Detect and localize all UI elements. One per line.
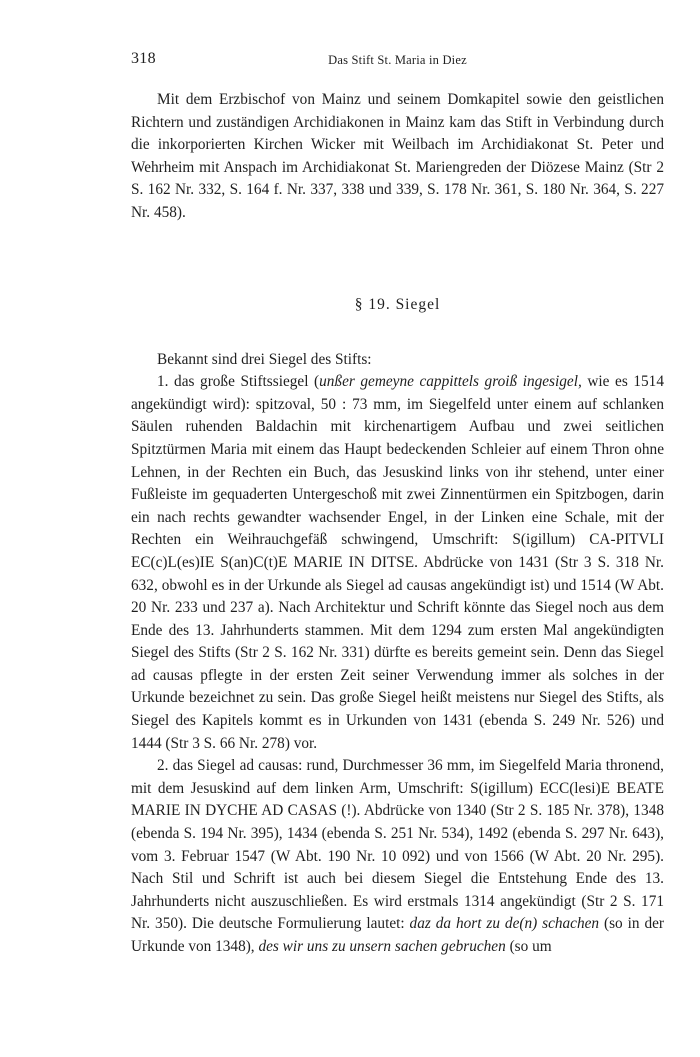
paragraph [131,371,664,755]
text-run: (so um [505,938,552,955]
italic-quote: des wir uns zu unsern sachen gebruchen [258,938,506,955]
paragraph [131,755,664,958]
text-run: wie es 1514 angekündigt wird): spitzoval, 50 : 73 mm, im Siegelfeld unter einem auf schlanken Säulen ruhenden Baldachin mit kirchenartigem Aufbau und zwei seitlichen Spitztürmen Maria mit einem das Haupt bedeckenden Schleier auf einem Thron ohne Lehnen, in der Rechten ein Buch, das Jesuskind links von ihr stehend, unter einer Fußleiste im gequaderten Untergeschoß mit zwei Zinnentürmen ein Spitzbogen, darin ein nach rechts gewandter wachsender Engel, in der Linken eine Schale, mit der Rechten ein Weihrauchgefäß schwingend, Umschrift: S(igillum) CA-PITVLI EC(c)L(es)IE S(an)C(t)E MARIE IN DITSE. Abdrücke von 1431 (Str 3 S. 318 Nr. 632, obwohl es in der Urkunde als Siegel ad causas angekündigt ist) und 1514 (W Abt. 20 Nr. 233 und 237 a). Nach Architektur und Schrift könnte das Siegel noch aus dem Ende des 13. Jahrhunderts stammen. Mit dem 1294 zum ersten Mal angekündigten Siegel des Stifts (Str 2 S. 162 Nr. 331) dürfte es bereits gemeint sein. Denn das Siegel ad causas pflegte in der ersten Zeit seiner Verwendung immer als solches in der Urkunde bezeichnet zu sein. Das große Siegel heißt meistens nur Siegel des Stifts, als Siegel des Kapitels kommt es in Urkunden von 1431 (ebenda S. 249 Nr. 526) und 1444 (Str 3 S. 66 Nr. 278) vor. [131,373,664,752]
text-run: Bekannt sind drei Siegel des Stifts: [157,350,372,368]
text-run: Mit dem Erzbischof von Mainz und seinem Domkapitel sowie den geistlichen Richtern und zuständigen Archidiakonen in Mainz kam das Stift in Verbindung durch die inkorporierten Kirchen Wicker mit Weilbach im Archidiakonat St. Peter und Wehrheim mit Anspach im Archidiakonat St. Mariengreden der Diözese Mainz (Str 2 S. 162 Nr. 332, S. 164 f. Nr. 337, 338 und 339, S. 178 Nr. 361, S. 180 Nr. 364, S. 227 Nr. 458). [131,91,664,221]
running-title: Das Stift St. Maria in Diez [328,53,467,67]
text-run: 2. das Siegel ad causas: rund, Durchmesser 36 mm, im Siegelfeld Maria thronend, mit dem Jesuskind auf dem linken Arm, Umschrift: S(igillum) ECC(lesi)E BEATE MARIE IN DYCHE AD CASAS (!). Abdrücke von 1340 (Str 2 S. 185 Nr. 378), 1348 (ebenda S. 194 Nr. 395), 1434 (ebenda S. 251 Nr. 534), 1492 (ebenda S. 297 Nr. 643), vom 3. Februar 1547 (W Abt. 190 Nr. 10 092) und von 1566 (W Abt. 20 Nr. 295). Nach Stil und Schrift ist auch bei diesem Siegel die Entstehung Ende des 13. Jahrhunderts nicht auszuschließen. Es wird erstmals 1314 angekündigt (Str 2 S. 171 Nr. 350). Die deutsche Formulierung lautet: [131,757,664,933]
text-run: (so in der Urkunde von 1348), [131,915,664,955]
section-heading: § 19. Siegel [354,295,441,313]
paragraph [131,89,664,225]
section-body [131,349,664,959]
paragraph [131,349,664,372]
running-header [131,50,664,70]
page-body [131,89,664,959]
italic-quote: daz da hort zu de(n) schachen [409,915,600,933]
page-number: 318 [131,50,156,67]
intro-section [131,89,664,225]
text-run: 1. das große Stiftssiegel ( [157,373,320,391]
italic-quote: unßer gemeyne cappittels groiß ingesigel, [319,373,582,391]
